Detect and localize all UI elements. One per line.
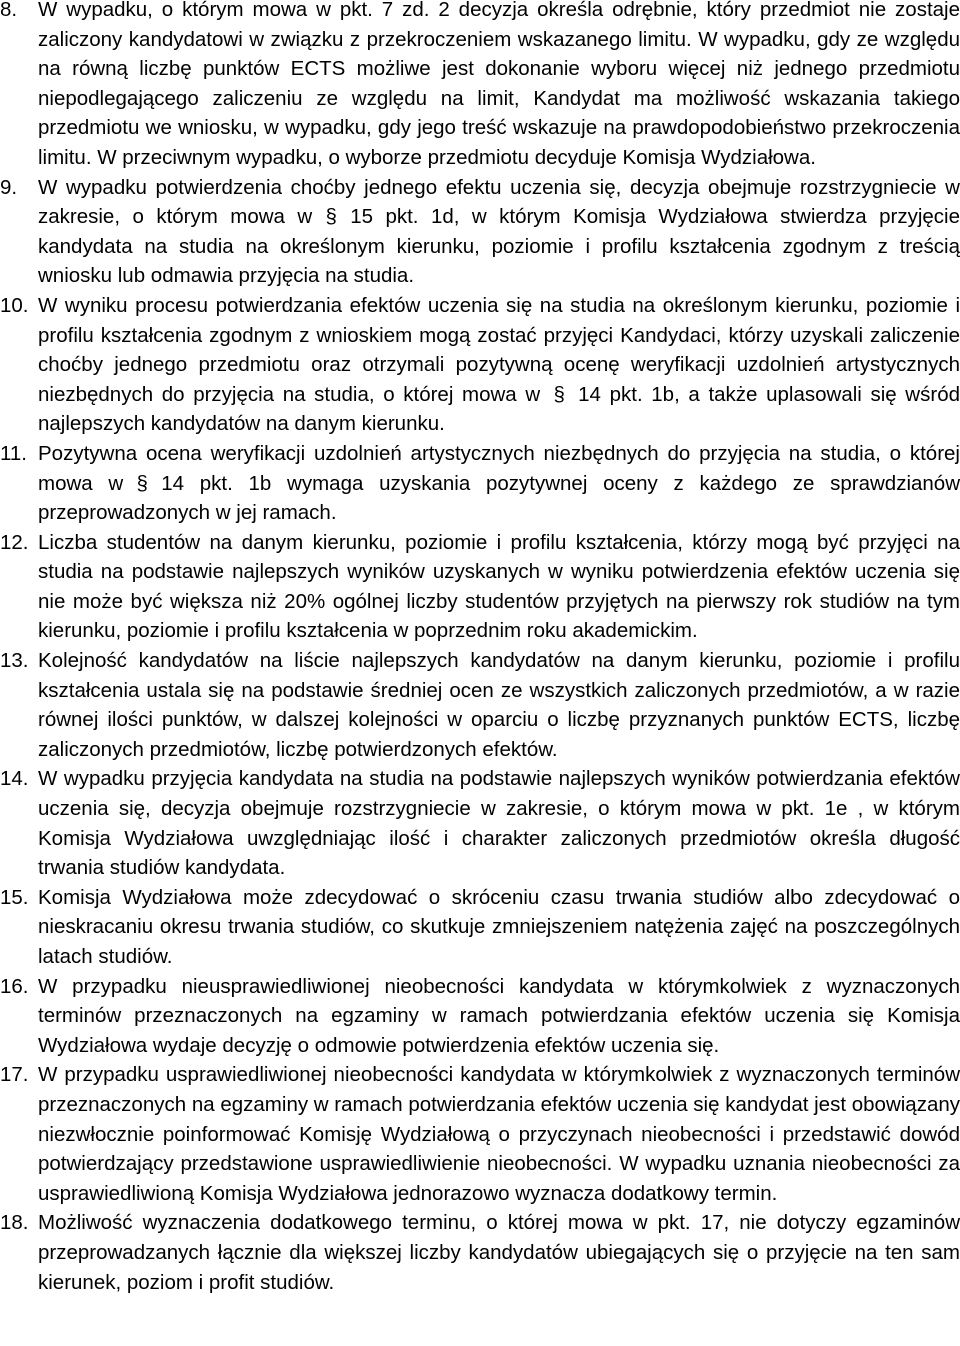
section-sign: § — [325, 205, 337, 229]
item-text — [38, 764, 960, 882]
item-text — [38, 1208, 960, 1297]
item-number: 17. — [0, 1063, 29, 1087]
item-text-before: Pozytywna ocena weryfikacji uzdolnień artystycznych niezbędnych do przyjęcia na studia, o której mowa w — [38, 441, 960, 495]
item-number: 15. — [0, 885, 29, 909]
item-text — [38, 0, 960, 173]
item-number: 9. — [0, 175, 18, 199]
item-text-content: Komisja Wydziałowa może zdecydować o skróceniu czasu trwania studiów albo zdecydować o nieskracaniu okresu trwania studiów, co skutkuje zmniejszeniem natężenia zajęć na poszczególnych latach studiów. — [38, 885, 960, 968]
list-item-14 — [0, 764, 960, 882]
item-number: 18. — [0, 1211, 29, 1235]
list-item-17 — [0, 1060, 960, 1208]
item-number: 14. — [0, 767, 29, 791]
item-text-after: 14 pkt. 1b wymaga uzyskania pozytywnej oceny z każdego ze sprawdzianów przeprowadzonych w jej ramach. — [38, 471, 960, 525]
item-number: 10. — [0, 293, 29, 317]
item-text-content: W przypadku nieusprawiedliwionej nieobecności kandydata w którymkolwiek z wyznaczonych terminów przeznaczonych na egzaminy w ramach potwierdzania efektów uczenia się Komisja Wydziałowa wydaje decyzję o odmowie potwierdzenia efektów uczenia się. — [38, 974, 960, 1057]
item-text — [38, 1060, 960, 1208]
item-text-after: 14 pkt. 1b, a także uplasowali się wśród najlepszych kandydatów na danym kierunku. — [38, 382, 960, 436]
item-text-content: Możliwość wyznaczenia dodatkowego terminu, o której mowa w pkt. 17, nie dotyczy egzaminów przeprowadzanych łącznie dla większej liczby kandydatów ubiegających się o przyjęcie na ten sam kierunek, poziom i profit studiów. — [38, 1211, 960, 1294]
item-text — [38, 883, 960, 972]
item-text-before: W wyniku procesu potwierdzania efektów uczenia się na studia na określonym kierunku, poziomie i profilu kształcenia zgodnym z wnioskiem mogą zostać przyjęci Kandydaci, którzy uzyskali zaliczenie choćby jednego przedmiotu oraz otrzymali pozytywną ocenę weryfikacji uzdolnień artystycznych niezbędnych do przyjęcia na studia, o której mowa w — [38, 293, 960, 406]
list-item-8 — [0, 0, 960, 173]
list-item-16 — [0, 972, 960, 1061]
item-number: 13. — [0, 649, 29, 673]
item-text — [38, 528, 960, 646]
item-text — [38, 972, 960, 1061]
item-number: 8. — [0, 0, 18, 21]
item-text-before: W wypadku potwierdzenia choćby jednego efektu uczenia się, decyzja obejmuje rozstrzygniecie w zakresie, o którym mowa w — [38, 175, 960, 229]
item-number: 11. — [0, 441, 27, 465]
list-item-18 — [0, 1208, 960, 1297]
item-number: 12. — [0, 530, 29, 554]
item-text — [38, 439, 960, 528]
item-text-after: 15 pkt. 1d, w którym Komisja Wydziałowa stwierdza przyjęcie kandydata na studia na określonym kierunku, poziomie i profilu kształcenia zgodnym z treścią wniosku lub odmawia przyjęcia na studia. — [38, 205, 960, 288]
item-text-content: Liczba studentów na danym kierunku, poziomie i profilu kształcenia, którzy mogą być przyjęci na studia na podstawie najlepszych wyników uzyskanych w wyniku potwierdzenia efektów uczenia się nie może być większa niż 20% ogólnej liczby studentów przyjętych na pierwszy rok studiów na tym kierunku, poziomie i profilu kształcenia w poprzednim roku akademickim. — [38, 530, 960, 643]
list-item-15 — [0, 883, 960, 972]
list-item-9 — [0, 173, 960, 291]
item-text-content: Kolejność kandydatów na liście najlepszych kandydatów na danym kierunku, poziomie i profilu kształcenia ustala się na podstawie średniej ocen ze wszystkich zaliczonych przedmiotów, a w razie równej ilości punktów, w dalszej kolejności w oparciu o liczbę przyznanych punktów ECTS, liczbę zaliczonych przedmiotów, liczbę potwierdzonych efektów. — [38, 649, 960, 761]
item-number: 16. — [0, 974, 29, 998]
list-item-13 — [0, 646, 960, 764]
item-text-content: W przypadku usprawiedliwionej nieobecności kandydata w którymkolwiek z wyznaczonych terminów przeznaczonych na egzaminy w ramach potwierdzania efektów uczenia się kandydat jest obowiązany niezwłocznie poinformować Komisję Wydziałową o przyczynach nieobecności i przedstawić dowód potwierdzający przedstawione usprawiedliwienie nieobecności. W wypadku uznania nieobecności za usprawiedliwioną Komisja Wydziałowa jednorazowo wyznacza dodatkowy termin. — [38, 1063, 960, 1205]
list-item-12 — [0, 528, 960, 646]
item-text-content: W wypadku, o którym mowa w pkt. 7 zd. 2 decyzja określa odrębnie, który przedmiot nie zostaje zaliczony kandydatowi w związku z przekroczeniem wskazanego limitu. W wypadku, gdy ze względu na równą liczbę punktów ECTS możliwe jest dokonanie wyboru więcej niż jednego przedmiotu niepodlegającego zaliczeniu ze względu na limit, Kandydat ma możliwość wskazania takiego przedmiotu we wniosku, w wypadku, gdy jego treść wskazuje na prawdopodobieństwo przekroczenia limitu. W przeciwnym wypadku, o wyborze przedmiotu decyduje Komisja Wydziałowa. — [38, 0, 960, 169]
list-item-10 — [0, 291, 960, 439]
list-item-11 — [0, 439, 960, 528]
item-text — [38, 291, 960, 439]
item-text-content: W wypadku przyjęcia kandydata na studia na podstawie najlepszych wyników potwierdzania efektów uczenia się, decyzja obejmuje rozstrzygniecie w zakresie, o którym mowa w pkt. 1e , w którym Komisja Wydziałowa uwzględniając ilość i charakter zaliczonych przedmiotów określa długość trwania studiów kandydata. — [38, 767, 960, 880]
item-text — [38, 173, 960, 291]
section-sign: § — [553, 382, 565, 406]
section-sign: § — [136, 471, 148, 495]
item-text — [38, 646, 960, 764]
